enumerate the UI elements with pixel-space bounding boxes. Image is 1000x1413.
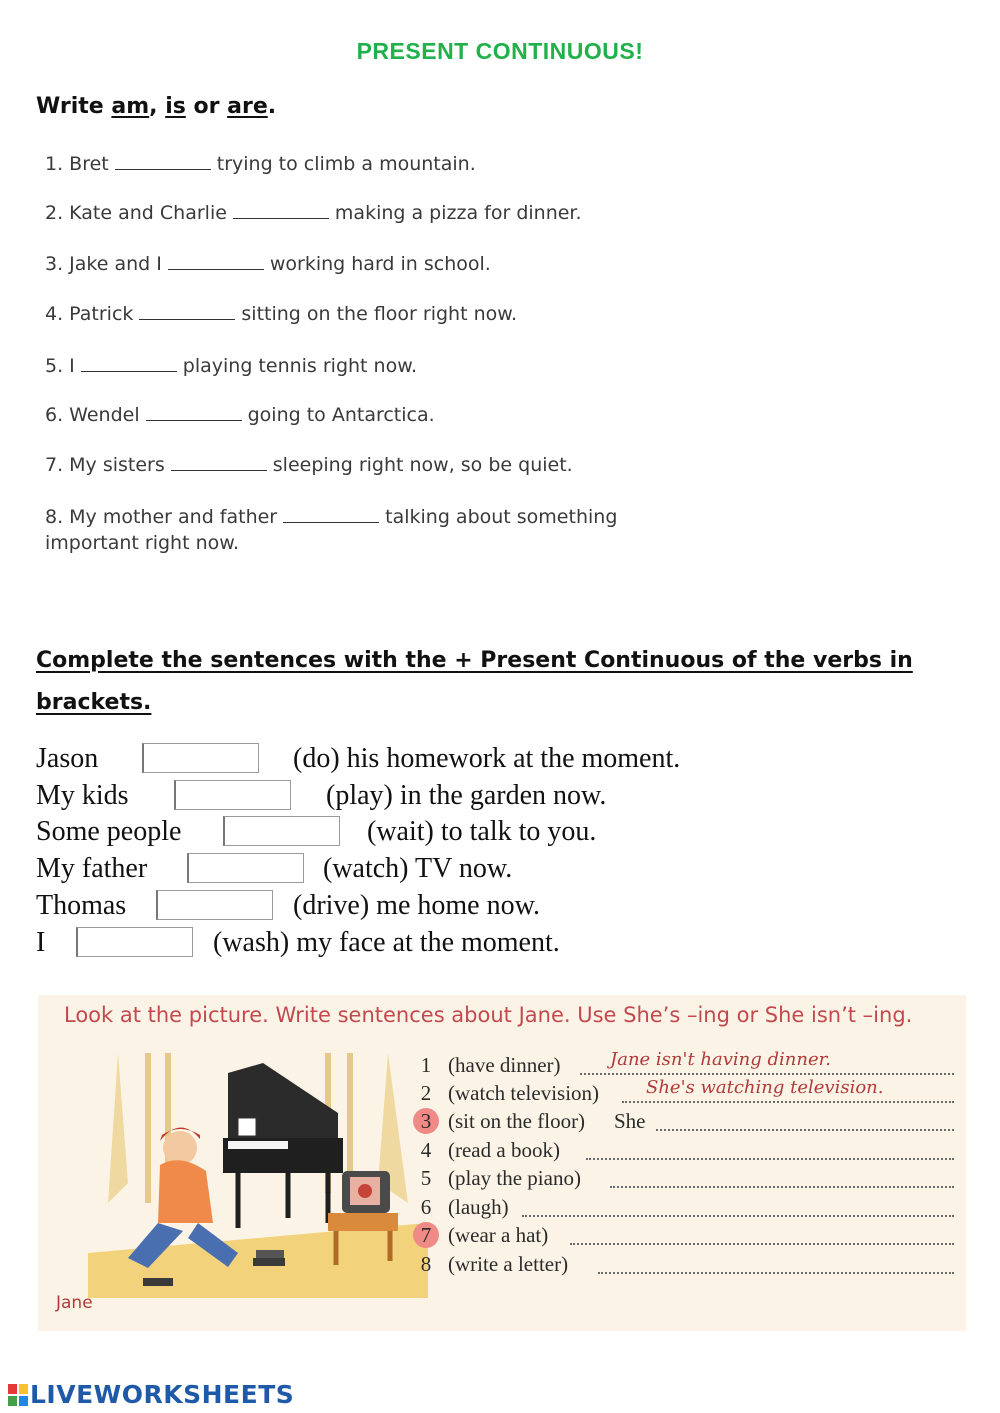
sentence-subject: Thomas bbox=[36, 890, 127, 921]
answer-blank[interactable] bbox=[283, 506, 379, 523]
answer-blank[interactable] bbox=[233, 202, 329, 219]
task-verb: (wear a hat) bbox=[448, 1223, 549, 1247]
item-prefix: 4. Patrick bbox=[45, 303, 134, 325]
sentence-rest: (wait) to talk to you. bbox=[367, 816, 597, 847]
answer-input[interactable] bbox=[174, 780, 291, 810]
item-prefix: 2. Kate and Charlie bbox=[45, 202, 227, 224]
word-are: are bbox=[227, 94, 268, 119]
word-am: am bbox=[111, 94, 150, 119]
piano-keys bbox=[228, 1141, 288, 1149]
answer-blank[interactable] bbox=[115, 153, 211, 170]
instruction-text: Write bbox=[36, 94, 112, 119]
task-item bbox=[414, 1166, 954, 1194]
exercise-1-item bbox=[45, 404, 435, 426]
sentence-subject: Jason bbox=[36, 743, 99, 774]
book-floor bbox=[143, 1278, 173, 1286]
task-number-highlighted: 7 bbox=[413, 1222, 439, 1248]
separator: . bbox=[267, 94, 277, 119]
task-prefix: She bbox=[614, 1109, 646, 1133]
task-item bbox=[414, 1077, 954, 1109]
tv-picture bbox=[358, 1184, 372, 1198]
liveworksheets-logo bbox=[8, 1380, 294, 1409]
task-number: 4 bbox=[420, 1138, 432, 1162]
jane-caption: Jane bbox=[56, 1293, 93, 1313]
answer-line[interactable] bbox=[656, 1129, 954, 1131]
answer-input[interactable] bbox=[187, 853, 304, 883]
answer-input[interactable] bbox=[223, 816, 340, 846]
task-item bbox=[414, 1109, 954, 1137]
task-verb: (write a letter) bbox=[448, 1252, 569, 1276]
logo-mark-icon bbox=[8, 1384, 28, 1406]
task-verb: (play the piano) bbox=[448, 1166, 581, 1190]
item-prefix: 7. My sisters bbox=[45, 454, 165, 476]
book-stack bbox=[253, 1258, 285, 1266]
task-number-highlighted: 3 bbox=[413, 1108, 439, 1134]
answer-line[interactable] bbox=[522, 1215, 954, 1217]
book-stack-top bbox=[256, 1250, 284, 1258]
sentence-subject: Some people bbox=[36, 816, 182, 847]
task-verb: (watch television) bbox=[448, 1081, 600, 1105]
sentence-rest: (wash) my face at the moment. bbox=[213, 927, 560, 958]
answer-input[interactable] bbox=[156, 890, 273, 920]
answer-line[interactable] bbox=[622, 1101, 954, 1103]
sentence-rest: (drive) me home now. bbox=[293, 890, 540, 921]
item-suffix: making a pizza for dinner. bbox=[334, 202, 582, 224]
task-verb: (laugh) bbox=[448, 1195, 509, 1219]
item-suffix: important right now. bbox=[45, 532, 240, 554]
handwritten-answer: She's watching television. bbox=[646, 1077, 884, 1098]
sentence-subject: My father bbox=[36, 853, 148, 884]
logo-text: LIVEWORKSHEETS bbox=[30, 1380, 295, 1409]
item-suffix: talking about something bbox=[385, 506, 618, 528]
answer-blank[interactable] bbox=[139, 303, 235, 320]
answer-input[interactable] bbox=[142, 743, 259, 773]
item-suffix: working hard in school. bbox=[269, 253, 491, 275]
task-item bbox=[414, 1252, 954, 1280]
answer-blank[interactable] bbox=[81, 355, 177, 372]
task-verb: (have dinner) bbox=[448, 1053, 561, 1077]
exercise-1-item bbox=[45, 506, 617, 528]
section1-instruction bbox=[36, 94, 276, 119]
answer-line[interactable] bbox=[580, 1073, 954, 1075]
task-number: 8 bbox=[420, 1252, 432, 1276]
item-prefix: 1. Bret bbox=[45, 153, 109, 175]
task-number: 1 bbox=[420, 1053, 432, 1077]
section2-instruction: Complete the sentences with the + Present Continuous of the verbs in brackets. bbox=[36, 648, 913, 715]
tv-table-top bbox=[328, 1213, 398, 1231]
sheet-music bbox=[238, 1118, 256, 1136]
separator: , bbox=[149, 94, 166, 119]
handwritten-answer: Jane isn't having dinner. bbox=[610, 1049, 831, 1070]
sentence-rest: (do) his homework at the moment. bbox=[293, 743, 681, 774]
task-verb: (read a book) bbox=[448, 1138, 560, 1162]
item-suffix: going to Antarctica. bbox=[247, 404, 435, 426]
section3-instruction: Look at the picture. Write sentences about Jane. Use She’s –ing or She isn’t –ing. bbox=[64, 1003, 913, 1027]
task-item bbox=[414, 1138, 954, 1166]
sentence-rest: (watch) TV now. bbox=[323, 853, 513, 884]
exercise-1-item bbox=[45, 153, 476, 175]
sentence-rest: (play) in the garden now. bbox=[326, 780, 607, 811]
sentence-subject: My kids bbox=[36, 780, 129, 811]
word-is: is bbox=[165, 94, 186, 119]
item-suffix: sitting on the floor right now. bbox=[241, 303, 518, 325]
answer-blank[interactable] bbox=[146, 404, 242, 421]
task-number: 6 bbox=[420, 1195, 432, 1219]
picture-exercise-panel bbox=[38, 995, 966, 1331]
item-prefix: 8. My mother and father bbox=[45, 506, 278, 528]
answer-line[interactable] bbox=[610, 1186, 954, 1188]
exercise-1-item bbox=[45, 355, 417, 377]
exercise-1-item-continued bbox=[45, 532, 239, 554]
page-title: PRESENT CONTINUOUS! bbox=[356, 38, 644, 64]
answer-line[interactable] bbox=[570, 1243, 954, 1245]
exercise-1-item bbox=[45, 253, 491, 275]
task-number: 5 bbox=[420, 1166, 432, 1190]
exercise-1-item bbox=[45, 303, 517, 325]
answer-line[interactable] bbox=[586, 1158, 954, 1160]
separator: or bbox=[185, 94, 228, 119]
item-prefix: 3. Jake and I bbox=[45, 253, 162, 275]
item-suffix: sleeping right now, so be quiet. bbox=[272, 454, 573, 476]
task-verb: (sit on the floor) bbox=[448, 1109, 586, 1133]
exercise-1-item bbox=[45, 202, 582, 224]
answer-blank[interactable] bbox=[168, 253, 264, 270]
answer-blank[interactable] bbox=[171, 454, 267, 471]
sentence-subject: I bbox=[36, 927, 46, 958]
task-number: 2 bbox=[420, 1081, 432, 1105]
jane-head bbox=[163, 1131, 197, 1165]
exercise-1-item bbox=[45, 454, 573, 476]
item-prefix: 6. Wendel bbox=[45, 404, 140, 426]
item-suffix: playing tennis right now. bbox=[182, 355, 418, 377]
task-item bbox=[414, 1195, 954, 1223]
jane-room-illustration bbox=[88, 1053, 428, 1298]
answer-input[interactable] bbox=[76, 927, 193, 957]
answer-line[interactable] bbox=[598, 1272, 954, 1274]
item-prefix: 5. I bbox=[45, 355, 75, 377]
task-item bbox=[414, 1223, 954, 1251]
item-suffix: trying to climb a mountain. bbox=[216, 153, 476, 175]
